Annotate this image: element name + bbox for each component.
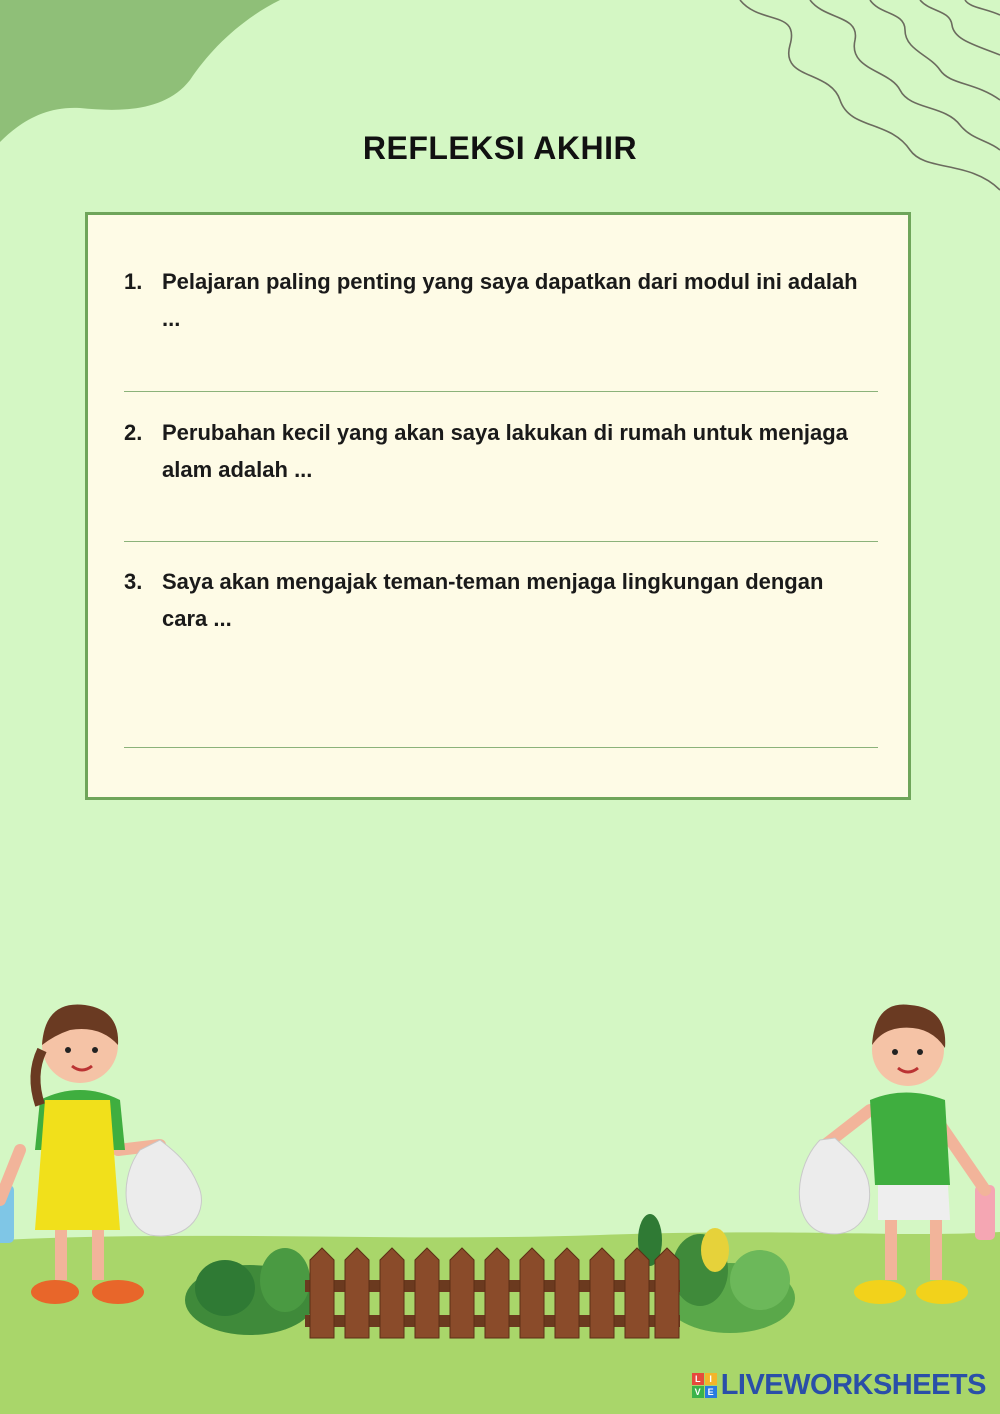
- answer-line-3[interactable]: [124, 747, 878, 748]
- reflection-card: [85, 212, 911, 800]
- question-1-number: 1.: [124, 269, 143, 294]
- badge-letter-v: V: [692, 1386, 704, 1398]
- page-title: REFLEKSI AKHIR: [362, 130, 638, 166]
- badge-letter-i: I: [705, 1373, 717, 1385]
- boy-illustration: [780, 1000, 1000, 1320]
- question-2: [124, 414, 864, 488]
- liveworksheets-logo-text: LIVEWORKSHEETS: [720, 1369, 986, 1401]
- trash-bag-left: [126, 1140, 201, 1236]
- trash-bag-right: [799, 1138, 869, 1234]
- wavy-lines-decoration: [730, 0, 1000, 200]
- question-2-number: 2.: [124, 420, 143, 445]
- question-1-text: Pelajaran paling penting yang saya dapatkan dari modul ini adalah ...: [162, 269, 858, 331]
- badge-letter-l: L: [692, 1373, 704, 1385]
- question-2-text: Perubahan kecil yang akan saya lakukan di rumah untuk menjaga alam adalah ...: [162, 420, 848, 482]
- question-3-text: Saya akan mengajak teman-teman menjaga lingkungan dengan cara ...: [162, 569, 824, 631]
- corner-blob-decoration: [0, 0, 290, 150]
- question-1: [124, 263, 864, 337]
- question-3: [124, 563, 864, 637]
- girl-illustration: [0, 1000, 220, 1320]
- badge-letter-e: E: [705, 1386, 717, 1398]
- answer-line-2[interactable]: [124, 541, 878, 542]
- liveworksheets-watermark: [692, 1369, 986, 1402]
- answer-line-1[interactable]: [124, 391, 878, 392]
- liveworksheets-badge-icon: [692, 1373, 717, 1398]
- question-3-number: 3.: [124, 569, 143, 594]
